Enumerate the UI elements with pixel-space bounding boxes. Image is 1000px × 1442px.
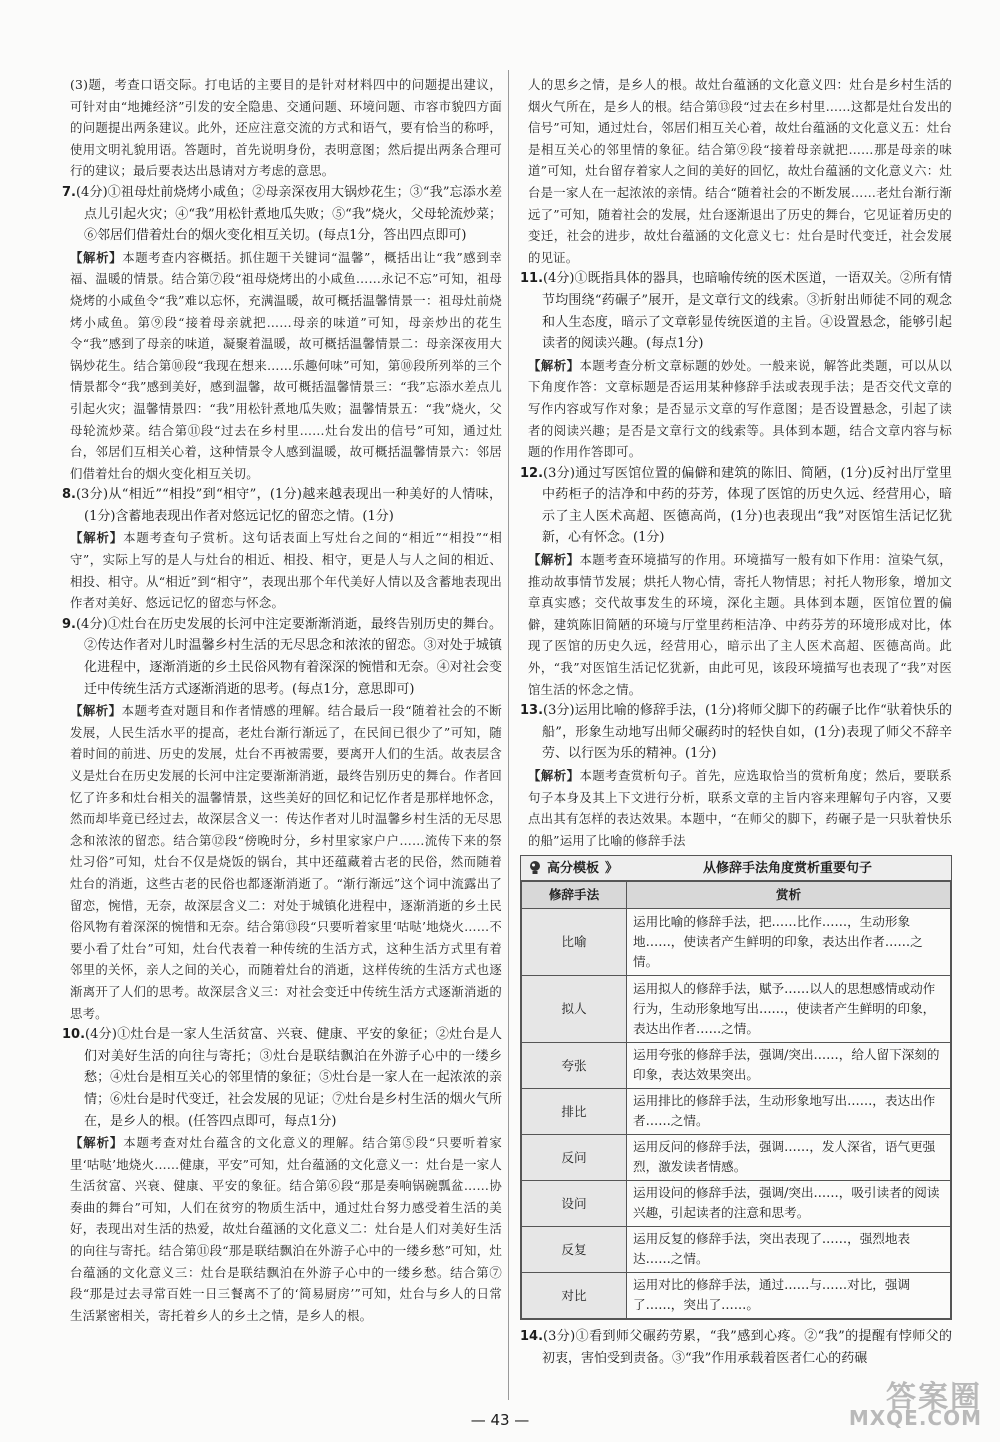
watermark-line2: MXQE.COM (848, 1406, 982, 1431)
left-item (62, 614, 502, 1024)
answer (520, 268, 952, 354)
question-number: 7. (62, 184, 76, 200)
col-header-device: 修辞手法 (522, 882, 627, 909)
explanation (62, 700, 502, 1024)
rhetoric-table-body (522, 908, 951, 1318)
question-number: 11. (520, 271, 544, 287)
template-badge-label: 高分模板 (547, 860, 600, 876)
device-cell: 对比 (522, 1272, 627, 1318)
answer (62, 1024, 502, 1132)
col-header-analysis: 赏析 (627, 882, 951, 909)
answer-14 (520, 1326, 952, 1369)
explanation (62, 527, 502, 613)
explanation-text: 本题考查内容概括。抓住题干关键词“温馨”，概括出让“我”感到幸福、温暖的情景。结合第⑦段“祖母烧烤出的小咸鱼……永记不忘”可知，祖母烧烤的小咸鱼令“我”难以忘怀，充满温暖，故可概括温馨情景一：祖母灶前烧烤小咸鱼。第⑨段“接着母亲就把……母亲的味道”可知，母亲炒出的花生令“我”感到了母亲的味道，凝聚着温暖，故可概括温馨情景二：母亲深夜用大锅炒花生。结合第⑩段“我现在想来……乐趣何味”可知，第⑩段所列举的三个情景都令“我”感到美好，感到温馨，故可概括温馨情景三：“我”忘添水差点儿引起火灾；温馨情景四：“我”用松针煮地瓜失败；温馨情景五：“我”烧火，父母轮流炒菜。结合第⑪段“过去在乡村里……灶台发出的信号”可知，通过灶台，邻居们互相关心着，这种情景令人感到温暖，故可概括温馨情景六：邻居们借着灶台的烟火变化相互关切。 (70, 249, 502, 481)
analysis-tag: 【解析】 (70, 1135, 124, 1151)
right-item (520, 463, 952, 701)
left-item (62, 1024, 502, 1326)
question-number: 10. (62, 1027, 86, 1043)
analysis-cell: 运用设问的修辞手法，强调/突出……，吸引读者的阅读兴趣，引起读者的注意和思考。 (627, 1180, 951, 1226)
device-cell: 设问 (522, 1180, 627, 1226)
watermark-line1: 答案圈 (886, 1379, 982, 1415)
question-number: 13. (520, 703, 544, 719)
answer (62, 182, 502, 247)
device-cell: 排比 (522, 1088, 627, 1134)
explanation-text: 本题考查对灶台蕴含的文化意义的理解。结合第⑤段“只要听着家里‘咕哒’地烧火……健康，平安”可知，灶台蕴涵的文化意义一：灶台是一家人生活贫富、兴衰、健康、平安的象征。结合第⑥段“那是奏响锅碗瓢盆……协奏曲的舞台”可知，人们在贫穷的物质生活中，通过灶台努力感受着生活的美好，表现出对生活的热爱，故灶台蕴涵的文化意义二：灶台是人们对美好生活的向往与寄托。结合第⑪段“那是联结飘泊在外游子心中的一缕乡愁”可知，灶台蕴涵的文化意义三：灶台是联结飘泊在外游子心中的一缕乡愁。结合第⑦段“那是过去寻常百姓一日三餐离不了的‘简易厨房’”可知，灶台与乡人的日常生活紧密相关，寄托着乡人的乡土之情，是乡人的根。 (70, 1135, 502, 1323)
table-row (522, 1042, 951, 1088)
explanation-text: 本题考查对题目和作者情感的理解。结合最后一段“随着社会的不断发展，人民生活水平的提高，老灶台渐行渐远了，在民间已很少了”可知，随着时间的前进、历史的发展，灶台不再被需要，要离开人们的生活。故表层含义是灶台在历史发展的长河中注定要渐渐消逝，最终告别历史的舞台。作者回忆了许多和灶台相关的温馨情景，这些美好的回忆和记忆作者是那样地怀念，然而却毕竟已经过去，故深层含义一：传达作者对儿时温馨乡村生活的无尽思念和浓浓的留恋。结合第⑫段“傍晚时分，乡村里家家户户……流传下来的祭灶习俗”可知，灶台不仅是烧饭的锅台，其中还蕴藏着古老的民俗，然而随着灶台的消逝，这些古老的民俗也都逐渐消逝了。“渐行渐远”这个词中流露出了留恋，惋惜，无奈，故深层含义二：对处于城镇化进程中，逐渐消逝的乡土民俗风物有着深深的惋惜和无奈。结合第⑬段“只要听着家里‘咕哒’地烧火……不要小看了灶台”可知，灶台代表着一种传统的生活方式，这种生活方式里有着邻里的关怀，亲人之间的关心，而随着灶台的消逝，这样传统的生活方式也逐渐离开了人们的思考。故深层含义三：对社会变迁中传统生活方式逐渐消逝的思考。 (70, 703, 502, 1021)
device-cell: 反问 (522, 1134, 627, 1180)
answer-text: (4分)①灶台是一家人生活贫富、兴衰、健康、平安的象征；②灶台是人们对美好生活的向往与寄托；③灶台是联结飘泊在外游子心中的一缕乡愁；④灶台是相互关心的邻里情的象征；⑤灶台是一家人在一起浓浓的亲情；⑥灶台是时代变迁，社会发展的见证；⑦灶台是乡村生活的烟火气所在，是乡人的根。(任答四点即可，每点1分) (84, 1027, 502, 1129)
explanation (520, 74, 952, 268)
chevron-right-icon: 》 (605, 860, 619, 876)
rhetoric-table (521, 881, 951, 1319)
analysis-tag: 【解析】 (528, 552, 580, 568)
answer-text: (4分)①灶台在历史发展的长河中注定要渐渐消逝，最终告别历史的舞台。②传达作者对儿时温馨乡村生活的无尽思念和浓浓的留恋。③对处于城镇化进程中，逐渐消逝的乡土民俗风物有着深深的惋惜和无奈。④对社会变迁中传统生活方式逐渐消逝的思考。(每点1分，意思即可) (75, 616, 502, 697)
right-item (520, 700, 952, 851)
device-cell: 比喻 (522, 908, 627, 975)
explanation (62, 74, 502, 182)
explanation-text: 本题考查分析文章标题的妙处。一般来说，解答此类题，可以从以下角度作答：文章标题是否运用某种修辞手法或表现手法；是否交代文章的写作内容或写作对象；是否显示文章的写作意图；是否设置悬念，引起了读者的阅读兴趣；是否是文章行文的线索等。具体到本题，结合文章内容与标题的作用作答即可。 (528, 357, 952, 460)
answer (520, 463, 952, 549)
template-badge (521, 858, 624, 880)
table-row (522, 1134, 951, 1180)
watermark (848, 1379, 982, 1431)
right-item (520, 74, 952, 268)
analysis-cell: 运用拟人的修辞手法，赋予……以人的思想感情或动作行为，生动形象地写出……，使读者产生鲜明的印象，表达出作者……之情。 (627, 975, 951, 1042)
answer (62, 484, 502, 527)
table-row (522, 1088, 951, 1134)
analysis-tag: 【解析】 (528, 768, 580, 783)
answer-text: (4分)①既指具体的器具，也暗喻传统的医术医道，一语双关。②所有情节均围绕“药碾子”展开，是文章行文的线索。③折射出师徒不同的观念和人生态度，暗示了文章彰显传统医道的主旨。④设置悬念，能够引起读者的阅读兴趣。(每点1分) (542, 271, 952, 352)
answer-text: (3分)通过写医馆位置的偏僻和建筑的陈旧、简陋，(1分)反衬出厅堂里中药柜子的洁净和中药的芬芳，体现了医馆的历史久远、经营用心，暗示了主人医术高超、医德高尚，(1分)也表现出“我”对医馆生活记忆犹新，心有怀念。(1分) (542, 465, 952, 546)
analysis-tag: 【解析】 (528, 357, 580, 373)
explanation (62, 247, 502, 485)
table-row (522, 1272, 951, 1318)
lightbulb-icon (527, 860, 543, 876)
analysis-cell: 运用反复的修辞手法，突出表现了……，强烈地表达……之情。 (627, 1226, 951, 1272)
template-title: 从修辞手法角度赏析重要句子 (703, 860, 873, 876)
page-number: — 43 — (470, 1411, 530, 1429)
explanation-text: (3)题，考查口语交际。打电话的主要目的是针对材料四中的问题提出建议，可针对由“地摊经济”引发的安全隐患、交通问题、环境问题、市容市貌四方面的问题提出两条建议。此外，还应注意交流的方式和语气，要有恰当的称呼，使用文明礼貌用语。答题时，首先说明身份，表明意图；然后提出两条合理可行的建议；最后要表达出恳请对方考虑的意思。 (70, 77, 502, 179)
table-row (522, 1226, 951, 1272)
right-items (520, 74, 952, 851)
analysis-tag: 【解析】 (70, 703, 122, 719)
analysis-cell: 运用对比的修辞手法，通过……与……对比，强调了……，突出了……。 (627, 1272, 951, 1318)
analysis-cell: 运用比喻的修辞手法，把……比作……，生动形象地……，使读者产生鲜明的印象，表达出作者……之情。 (627, 908, 951, 975)
analysis-cell: 运用夸张的修辞手法，强调/突出……，给人留下深刻的印象，表达效果突出。 (627, 1042, 951, 1088)
column-divider (508, 70, 509, 1400)
explanation-text: 本题考查句子赏析。这句话表面上写灶台之间的“相近”“相投”“相守”，实际上写的是人与灶台的相近、相投、相守，更是人与人之间的相近、相投、相守。从“相近”到“相守”，表现出那个年代美好人情以及含蓄地表现出作者对美好、悠远记忆的留恋与怀念。 (70, 530, 502, 611)
explanation-text: 人的思乡之情，是乡人的根。故灶台蕴涵的文化意义四：灶台是乡村生活的烟火气所在，是乡人的根。结合第⑬段“过去在乡村里……这都是灶台发出的信号”可知，通过灶台，邻居们相互关心着，故灶台蕴涵的文化意义五：灶台是相互关心的邻里情的象征。结合第⑨段“接着母亲就把……那是母亲的味道”可知，灶台留存着家人之间的美好的回忆，故灶台蕴涵的文化意义六：灶台是一家人在一起浓浓的亲情。结合“随着社会的不断发展……老灶台渐行渐远了”可知，随着社会的发展，灶台逐渐退出了历史的舞台，它见证着历史的变迁，社会的进步，故灶台蕴涵的文化意义七：灶台是时代变迁，社会发展的见证。 (528, 77, 952, 265)
left-column (62, 74, 502, 1326)
answer-text: (3分)运用比喻的修辞手法，(1分)将师父脚下的药碾子比作“驮着快乐的船”，形象生动地写出师父碾药时的轻快自如，(1分)表现了师父不辞辛劳、以行医为乐的精神。(1分) (542, 703, 952, 762)
answer-text: (4分)①祖母灶前烧烤小咸鱼；②母亲深夜用大锅炒花生；③“我”忘添水差点儿引起火灾；④“我”用松针煮地瓜失败；⑤“我”烧火，父母轮流炒菜；⑥邻居们借着灶台的烟火变化相互关切。(每点1分，答出四点即可) (75, 184, 502, 244)
question-number: 8. (62, 487, 76, 503)
left-item (62, 74, 502, 182)
right-item (520, 268, 952, 462)
explanation-text: 本题考查赏析句子。首先，应选取恰当的赏析角度；然后，要联系句子本身及其上下文进行分析，联系文章的主旨内容来理解句子内容，又要点出其有怎样的表达效果。本题中，“在师父的脚下，药碾子是一只驮着快乐的船”运用了比喻的修辞手法 (528, 768, 952, 848)
answer-text: (3分)从“相近”“相投”到“相守”，(1分)越来越表现出一种美好的人情味，(1分)含蓄地表现出作者对悠远记忆的留恋之情。(1分) (75, 487, 502, 524)
table-row (522, 1180, 951, 1226)
device-cell: 夸张 (522, 1042, 627, 1088)
explanation (520, 765, 952, 851)
question-number: 14. (520, 1328, 544, 1344)
question-number: 9. (62, 616, 76, 632)
explanation (62, 1132, 502, 1326)
template-header (521, 856, 951, 881)
left-item (62, 182, 502, 484)
answer (62, 614, 502, 700)
table-row (522, 975, 951, 1042)
question-number: 12. (520, 465, 544, 481)
explanation (520, 549, 952, 700)
table-row (522, 908, 951, 975)
answer (520, 700, 952, 765)
left-item (62, 484, 502, 614)
high-score-template (520, 855, 952, 1320)
explanation (520, 355, 952, 463)
explanation-text: 本题考查环境描写的作用。环境描写一般有如下作用：渲染气氛，推动故事情节发展；烘托人物心情，寄托人物情思；衬托人物形象，增加文章真实感；交代故事发生的环境，深化主题。具体到本题，医馆位置的偏僻，建筑陈旧简陋的环境与厅堂里药柜洁净、中药芬芳的环境形成对比，体现了医馆的历史久远，经营用心，暗示出了主人医术高超、医德高尚。此外，“我”对医馆生活记忆犹新，由此可见，该段环境描写也表现了“我”对医馆生活的怀念之情。 (528, 552, 952, 697)
analysis-cell: 运用反问的修辞手法，强调……，发人深省，语气更强烈，激发读者情感。 (627, 1134, 951, 1180)
right-column (520, 74, 952, 1369)
analysis-cell: 运用排比的修辞手法，生动形象地写出……，表达出作者……之情。 (627, 1088, 951, 1134)
question-14 (520, 1326, 952, 1369)
analysis-tag: 【解析】 (70, 530, 124, 546)
answer-text: (3分)①看到师父碾药劳累，“我”感到心疼。②“我”的提醒有悖师父的初衷，害怕受到责备。③“我”作用承载着医者仁心的药碾 (542, 1328, 952, 1366)
device-cell: 拟人 (522, 975, 627, 1042)
device-cell: 反复 (522, 1226, 627, 1272)
analysis-tag: 【解析】 (70, 249, 123, 265)
